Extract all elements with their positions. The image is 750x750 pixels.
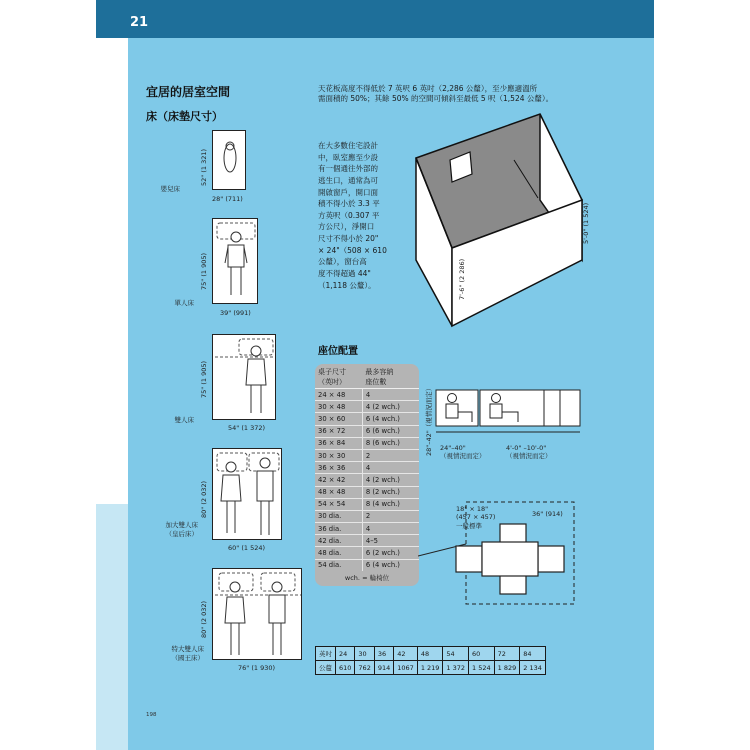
- table-row: 30 dia. 2: [315, 510, 419, 522]
- bed-width-single: 39" (991): [220, 309, 251, 317]
- room-section-diagram: [410, 100, 596, 336]
- table-row: 36 × 36 4: [315, 462, 419, 474]
- bed-length-crib: 52" (1 321): [200, 148, 208, 186]
- right-clearance-label: 4'-0" –10'-0" （視情況而定）: [506, 444, 552, 461]
- baby-figure: [213, 131, 246, 190]
- seating-heading: 座位配置: [318, 346, 358, 357]
- inch-mm-conversion-table: [315, 646, 546, 675]
- table-row: 42 dia. 4–5: [315, 535, 419, 547]
- bed-label-single: 單人床: [174, 299, 194, 307]
- table-row: 30 × 60 6 (4 wch.): [315, 413, 419, 425]
- bed-width-double: 54" (1 372): [228, 424, 266, 432]
- table-row: 36 × 84 8 (6 wch.): [315, 437, 419, 449]
- plan-cell-label: 18" × 18" (457 × 457) 一般標準: [456, 505, 496, 530]
- table-row: 英吋 24 30 36 42 48 54 60 72 84: [316, 647, 546, 661]
- bed-length-queen: 80" (2 032): [200, 480, 208, 518]
- table-row: 公釐 610 762 914 1067 1 219 1 372 1 524 1 829 2 134: [316, 661, 546, 675]
- bed-heading: 床（床墊尺寸）: [146, 110, 223, 123]
- table-header-seats: 最多容納 座位數: [362, 366, 419, 389]
- crib-diagram: [212, 130, 246, 190]
- table-row: 48 × 48 8 (2 wch.): [315, 486, 419, 498]
- bed-label-crib: 嬰兒床: [160, 185, 180, 193]
- bed-length-king: 80" (2 032): [200, 600, 208, 638]
- dining-clearance-elevation: [434, 384, 582, 440]
- table-header-row: [315, 366, 419, 389]
- egress-text: 在大多數住宅設計 中，臥室應至少設 有一個通往外部的 逃生口，通常為可 開啟窗戶，開口面 積不得小於 3.3 平 方英呎（0.307 平 方公尺），淨開口 尺寸不得小於 20" × 24"（508 × 610 公釐），窗台高 度不得超過 44" （1,118 公釐）。: [318, 141, 387, 290]
- bed-width-crib: 28" (711): [212, 195, 243, 203]
- two-person-figure: [213, 569, 302, 660]
- bed-label-queen: 加大雙人床 （皇后床）: [165, 521, 198, 538]
- bed-width-king: 76" (1 930): [238, 664, 276, 672]
- table-row: 36 dia. 4: [315, 523, 419, 535]
- two-person-figure: [213, 449, 282, 540]
- king-bed-diagram: [212, 568, 302, 660]
- wheelchair-note: wch. = 輪椅位: [344, 573, 390, 582]
- table-row: 24 × 48 4: [315, 389, 419, 401]
- person-figure: [213, 219, 258, 304]
- page-header-bar: [96, 0, 654, 38]
- table-row: 30 × 30 2: [315, 449, 419, 461]
- double-bed-diagram: [212, 334, 276, 420]
- seat-capacity-table: [315, 364, 419, 586]
- table-row: 48 dia. 6 (2 wch.): [315, 547, 419, 559]
- table-height-label: 28"–42"（視情況而定）: [425, 384, 433, 456]
- table-header-size: 桌子尺寸 （英吋）: [315, 366, 362, 389]
- bed-width-queen: 60" (1 524): [228, 544, 266, 552]
- plan-table: [482, 542, 538, 576]
- table-row: 54 dia. 6 (4 wch.): [315, 559, 419, 571]
- section-title: 宜居的居室空間: [146, 85, 231, 99]
- ceiling-text: 天花板高度不得低於 7 英呎 6 英吋（2,286 公釐），至少應適溫所 需面積的 50%；其餘 50% 的空間可傾斜至最低 5 呎（1,524 公釐）。: [318, 84, 554, 104]
- side-strip: [96, 504, 128, 750]
- bed-length-single: 75" (1 905): [200, 252, 208, 290]
- bed-length-double: 75" (1 905): [200, 360, 208, 398]
- queen-bed-diagram: [212, 448, 282, 540]
- plan-chair: [456, 546, 482, 572]
- page-number: 21: [130, 15, 149, 30]
- single-bed-diagram: [212, 218, 258, 304]
- table-row: 36 × 72 6 (6 wch.): [315, 425, 419, 437]
- room-dim-high: 7'-6" (2 286): [458, 258, 466, 300]
- bed-label-double: 雙人床: [174, 416, 194, 424]
- room-dim-low: 5'-0" (1 524): [582, 202, 590, 244]
- table-row: 30 × 48 4 (2 wch.): [315, 401, 419, 413]
- table-row: 42 × 42 4 (2 wch.): [315, 474, 419, 486]
- left-clearance-label: 24"–40" （視情況而定）: [440, 444, 486, 461]
- plan-clearance-label: 36" (914): [532, 510, 563, 518]
- table-row: 54 × 54 8 (4 wch.): [315, 498, 419, 510]
- folio: 198: [146, 712, 157, 718]
- bed-label-king: 特大雙人床 （國王床）: [171, 645, 204, 662]
- person-figure: [213, 335, 276, 420]
- plan-chair: [538, 546, 564, 572]
